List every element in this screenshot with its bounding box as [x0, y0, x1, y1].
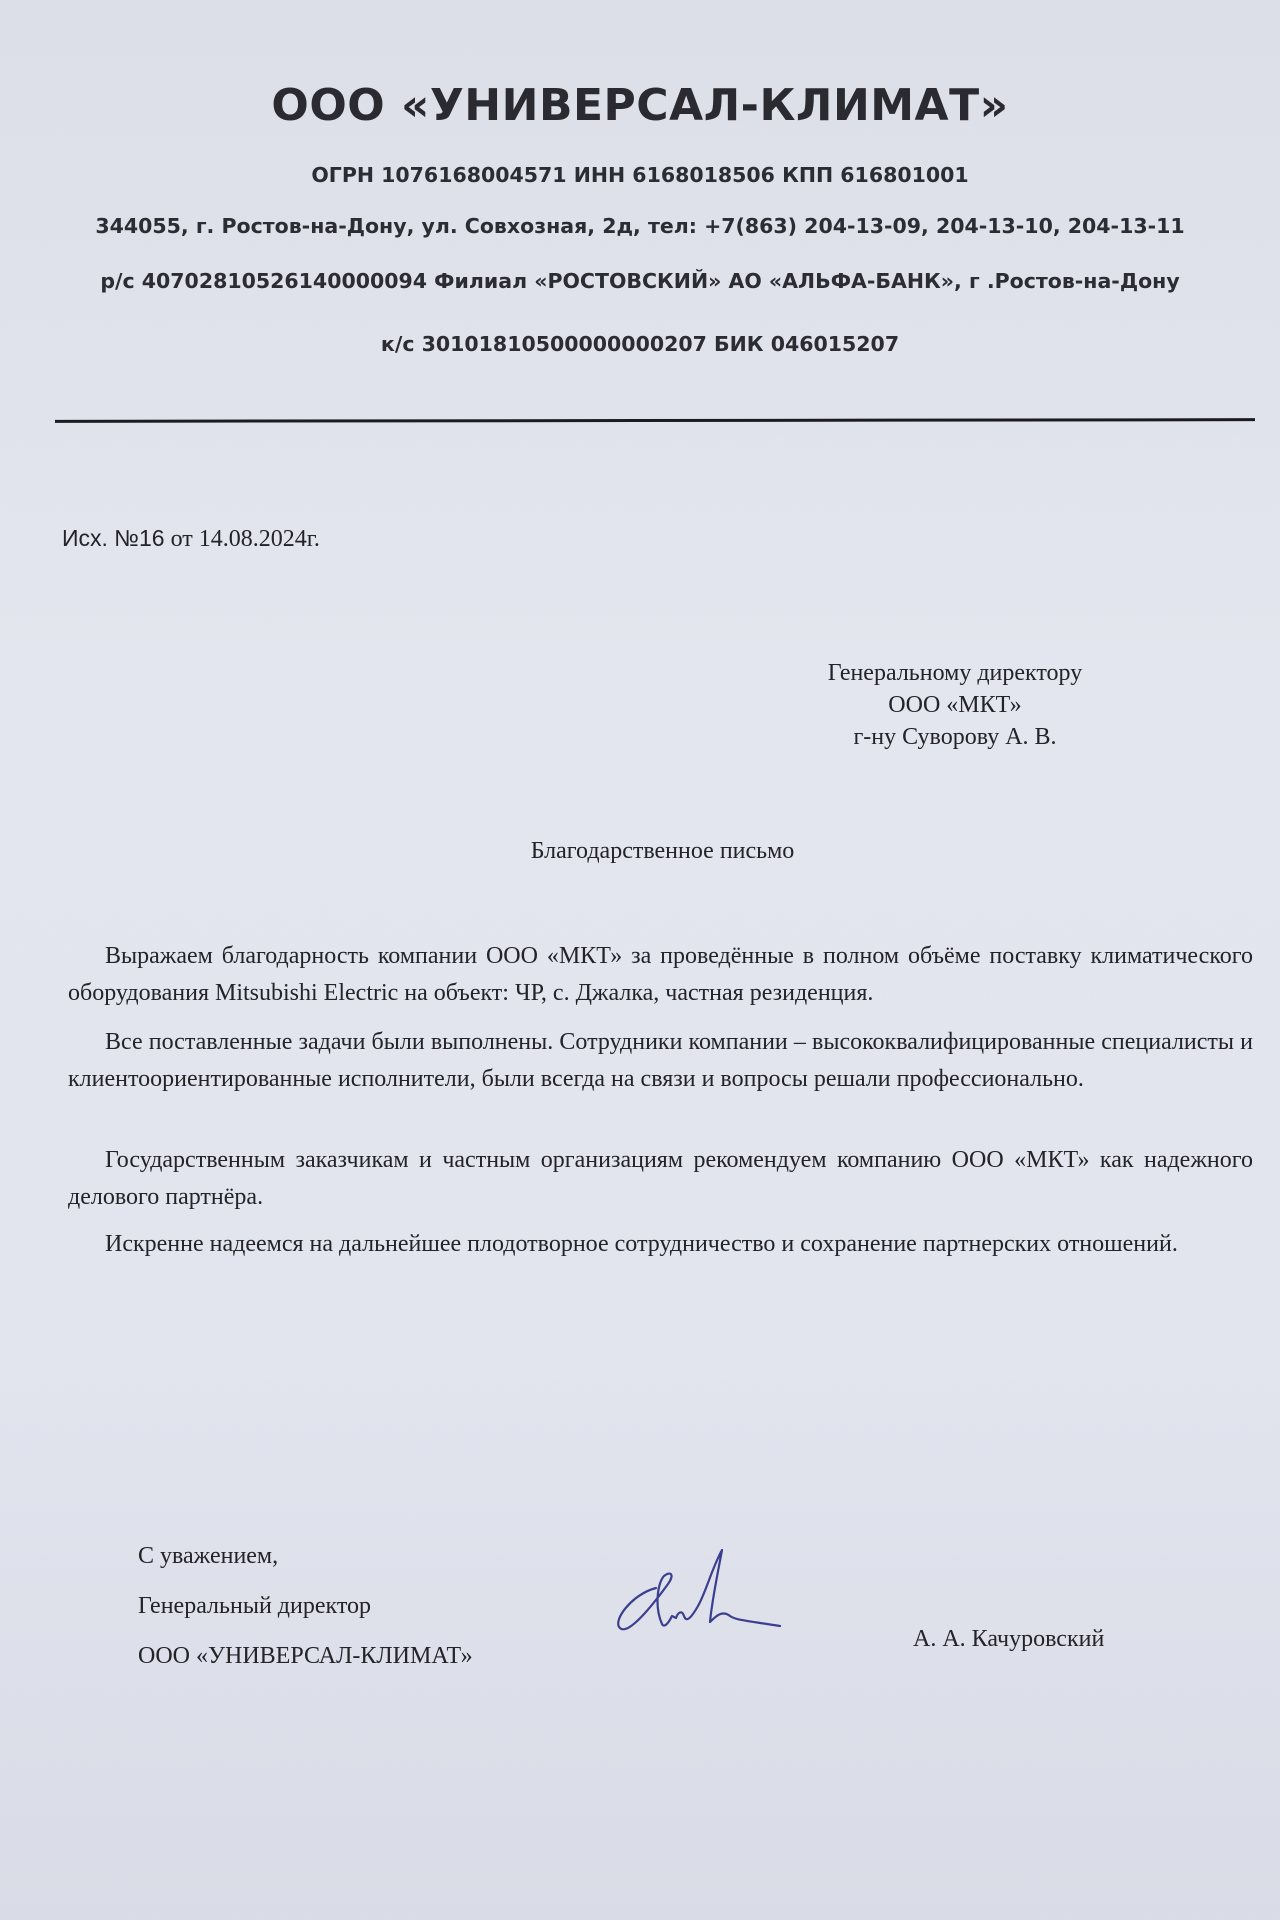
letter-title: Благодарственное письмо [530, 838, 795, 864]
correspondent-account: к/с 30101810500000000207 БИК 046015207 [380, 332, 900, 356]
closing-block [138, 1531, 473, 1681]
paragraph-gratitude: Выражаем благодарность компании ООО «МКТ» за проведённые в полном объёме поставку климатического оборудования Mitsubishi Electric на объект: ЧР, с. Джалка, частная резиденция. [68, 943, 1253, 1006]
reference-number: Исх. №16 [62, 525, 165, 551]
reference-date: от 14.08.2024г. [164, 526, 320, 552]
closing-position: Генеральный директор [138, 1593, 372, 1619]
addressee-company: ООО «МКТ» [888, 692, 1022, 718]
addressee-name: г-ну Суворову А. В. [853, 724, 1057, 750]
company-name: ООО «УНИВЕРСАЛ-КЛИМАТ» [271, 80, 1009, 131]
handwritten-signature [612, 1546, 792, 1646]
closing-regards: С уважением, [138, 1543, 279, 1569]
closing-company: ООО «УНИВЕРСАЛ-КЛИМАТ» [138, 1643, 473, 1669]
paragraph-cooperation: Искренне надеемся на дальнейшее плодотворное сотрудничество и сохранение партнерских отношений. [105, 1231, 1178, 1257]
registration-numbers: ОГРН 1076168004571 ИНН 6168018506 КПП 616801001 [311, 163, 969, 187]
paragraph-recommendation: Государственным заказчикам и частным организациям рекомендуем компанию ООО «МКТ» как надежного делового партнёра. [68, 1147, 1253, 1210]
addressee-block [780, 657, 1130, 753]
paragraph-tasks: Все поставленные задачи были выполнены. Сотрудники компании – высококвалифицированные специалисты и клиентоориентированные исполнители, были всегда на связи и вопросы решали профессионально. [68, 1029, 1253, 1092]
outgoing-reference [62, 525, 320, 553]
letterhead-divider [55, 418, 1255, 423]
signer-name: А. А. Качуровский [913, 1626, 1105, 1652]
addressee-position: Генеральному директору [827, 660, 1083, 686]
bank-account: р/с 40702810526140000094 Филиал «РОСТОВСКИЙ» АО «АЛЬФА-БАНК», г .Ростов-на-Дону [100, 269, 1180, 293]
company-address: 344055, г. Ростов-на-Дону, ул. Совхозная, 2д, тел: +7(863) 204-13-09, 204-13-10, 204-13-11 [95, 214, 1185, 238]
